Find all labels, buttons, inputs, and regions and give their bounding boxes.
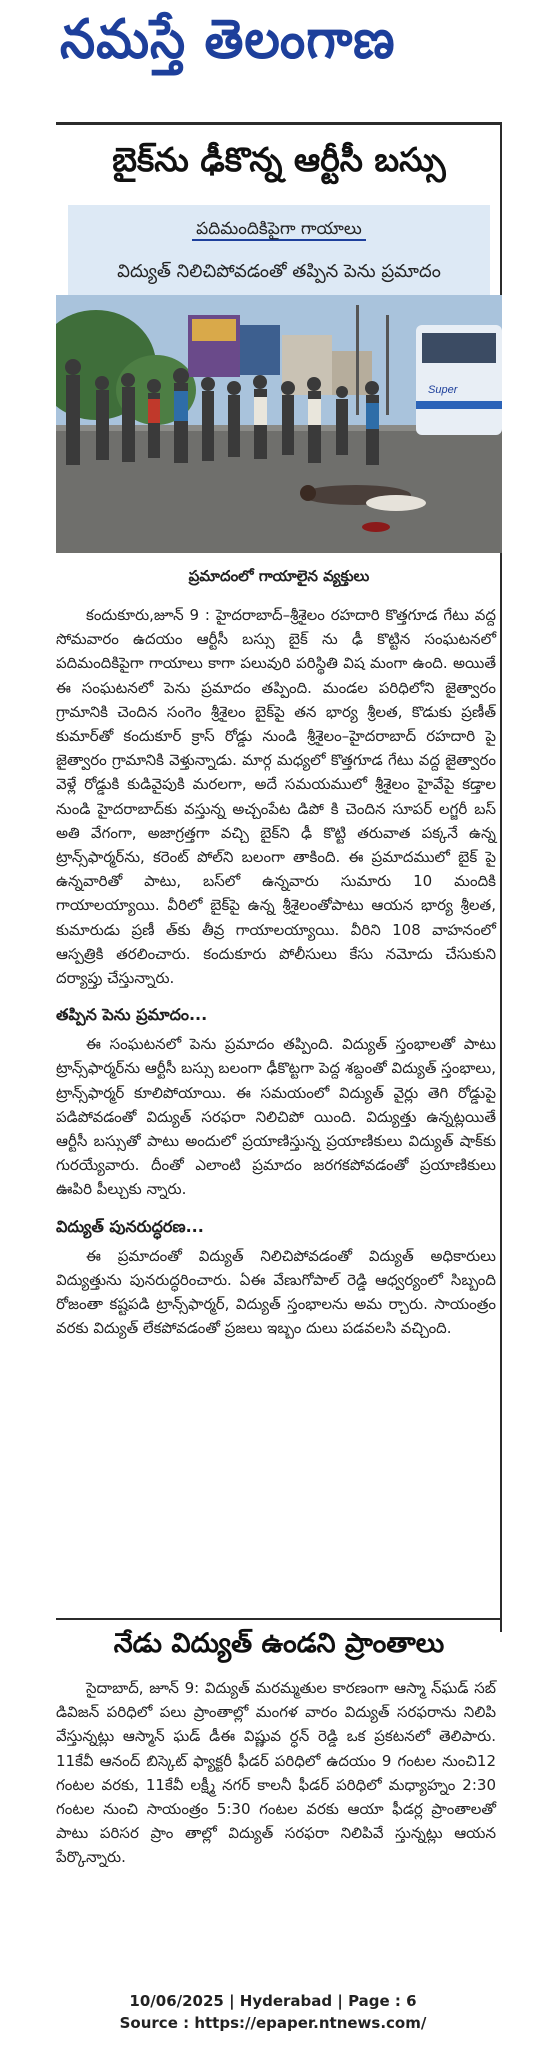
article-body (56, 603, 496, 1344)
footer-source-link[interactable]: Source : https://epaper.ntnews.com/ (119, 2014, 427, 2032)
subhead-secondary: విద్యుత్‌ నిలిచిపోవడంతో తప్పిన పెను ప్రమాదం (117, 261, 441, 282)
power-cut-body (56, 1676, 496, 1870)
power-cut-paragraph: సైదాబాద్‌, జూన్‌ 9: విద్యుత్‌ మరమ్మతుల కారణంగా ఆస్మా న్‌ఘడ్‌ సబ్‌ డివిజన్‌ పరిధిలో పలు ప్రాంతాల్లో మంగళ వారం విద్యుత్‌ సరఫరాను నిలిపి వేస్తున్నట్లు ఆస్మాన్‌ ఘడ్‌ డీఈ విష్ణువ ర్ధన్‌ రెడ్డి ఒక ప్రకటనలో తెలిపారు. 11కేవీ ఆనంద్‌ బిస్కెట్‌ ఫ్యాక్టరీ ఫీడర్‌ పరిధిలో ఉదయం 9 గంటల నుంచి12 గంటల వరకు, 11కేవీ లక్ష్మీ నగర్‌ కాలనీ ఫీడర్‌ పరిధిలో మధ్యాహ్నం 2:30 గంటల నుంచి సాయంత్రం 5:30 గంటల వరకు ఆయా ఫీడర్ల ప్రాంతాలతో పాటు పరిసర ప్రాం తాల్లో విద్యుత్‌ సరఫరా నిలిపివే స్తున్నట్లు ఆయన పేర్కొన్నారు. (56, 1679, 496, 1867)
article-headline: బైక్‌ను ఢీకొన్న ఆర్టీసీ బస్సు (112, 140, 446, 179)
accident-photo (56, 295, 502, 553)
bus-brand-text: Super (428, 384, 458, 396)
section-heading: తప్పిన పెను ప్రమాదం... (56, 1005, 208, 1025)
subhead-primary: పదిమందికిపైగా గాయాలు (192, 219, 366, 241)
page-footer (0, 1990, 546, 2034)
section-paragraph: ఈ సంఘటనలో పెను ప్రమాదం తప్పింది. విద్యుత్‌ స్తంభాలతో పాటు ట్రాన్స్‌ఫార్మర్‌ను ఆర్టీసీ బస్సు బలంగా ఢీకొట్టగా పెద్ద శబ్దంతో విద్యుత్‌ స్తంభాలు, ట్రాన్స్‌ఫార్మర్‌ కూలిపోయాయి. ఈ సమయంలో విద్యుత్‌ వైర్లు తెగి రోడ్డుపై పడిపోవడంతో విద్యుత్‌ సరఫరా నిలిచిపో యింది. విద్యుత్తు ఉన్నట్లయితే ఆర్టీసీ బస్సుతో పాటు అందులో ప్రయాణిస్తున్న ప్రయాణికులు విద్యుత్‌ షాక్‌కు గురయ్యేవారు. దీంతో ఎలాంటి ప్రమాదం జరగకపోవడంతో ప్రయాణికులు ఊపిరి పీల్చుకు న్నారు. (56, 1035, 496, 1199)
article-paragraph: కందుకూరు,జూన్‌ 9 : హైదరాబాద్‌–శ్రీశైలం రహదారి కొత్తగూడ గేటు వద్ద సోమవారం ఉదయం ఆర్టీసీ బస్సు బైక్‌ ను ఢీ కొట్టిన సంఘటనలో పదిమందికిపైగా గాయాలు కాగా పలువురి పరిస్థితి విష మంగా ఉంది. అయితే ఈ సంఘటనలో పెను ప్రమాదం తప్పింది. మండల పరిధిలోని జైత్వారం గ్రామానికి చెందిన సంగెం శ్రీశైలం బైక్‌పై తన భార్య శ్రీలత, కొడుకు ప్రణీత్‌ కుమార్‌తో కందుకూర్‌ క్రాస్‌ రోడ్డు నుండి శ్రీశైలం–హైదరాబాద్‌ రహదారి పై జైత్వారం గ్రామానికి వెళ్తున్నాడు. మార్గ మధ్యలో కొత్తగూడ గేటు వద్ద జైత్వారం వెళ్లే రోడ్డుకి కుడివైపుకి మరలగా, అదే సమయములో శ్రీశైలం హైవేపై కడ్తాల నుండి హైదరాబాద్‌కు వస్తున్న అచ్చంపేట డిపో కి చెందిన సూపర్‌ లగ్జరీ బస్‌ అతి వేగంగా, అజాగ్రత్తగా వచ్చి బైక్‌ని ఢీ కొట్టి తరువాత పక్కనే ఉన్న ట్రాన్స్‌ఫార్మర్‌ను, కరెంట్‌ పోల్‌ని బలంగా తాకింది. ఈ ప్రమాదములో బైక్‌ పై ఉన్నవారితో పాటు, బస్‌లో ఉన్నవారు సుమారు 10 మందికి గాయాలయ్యాయి. వీరిలో బైక్‌పై ఉన్న శ్రీశైలంతోపాటు ఆయన భార్య శ్రీలత, కుమారుడు ప్రణీ త్‌కు తీవ్ర గాయాలయ్యాయి. వీరిని 108 వాహనంలో ఆస్పత్రికి తరలించారు. కందుకూరు పోలీసులు కేసు నమోదు చేసుకుని దర్యాప్తు చేస్తున్నారు. (56, 606, 496, 988)
section-paragraph: ఈ ప్రమాదంతో విద్యుత్‌ నిలిచిపోవడంతో విద్యుత్‌ అధికారులు విద్యుత్తును పునరుద్ధరించారు. ఏఈ వేణుగోపాల్‌ రెడ్డి ఆధ్వర్యంలో సిబ్బంది రోజంతా కష్టపడి ట్రాన్స్‌ఫార్మర్‌, విద్యుత్‌ స్తంభాలను అమ ర్చారు. సాయంత్రం వరకు విద్యుత్‌ లేకపోవడంతో ప్రజలు ఇబ్బం దులు పడవలసి వచ్చింది. (56, 1246, 496, 1338)
subhead-box (68, 205, 490, 303)
photo-caption: ప్రమాదంలో గాయాలైన వ్యక్తులు (188, 567, 370, 585)
section-heading: విద్యుత్‌ పునరుద్ధరణ... (56, 1216, 204, 1236)
main-article (56, 122, 502, 1632)
power-cut-article (56, 1618, 502, 1918)
footer-date-line: 10/06/2025 | Hyderabad | Page : 6 (129, 1992, 417, 2010)
masthead-title: నమస్తే తెలంగాణ (60, 6, 396, 71)
power-cut-headline: నేడు విద్యుత్‌ ఉండని ప్రాంతాలు (113, 1628, 445, 1659)
